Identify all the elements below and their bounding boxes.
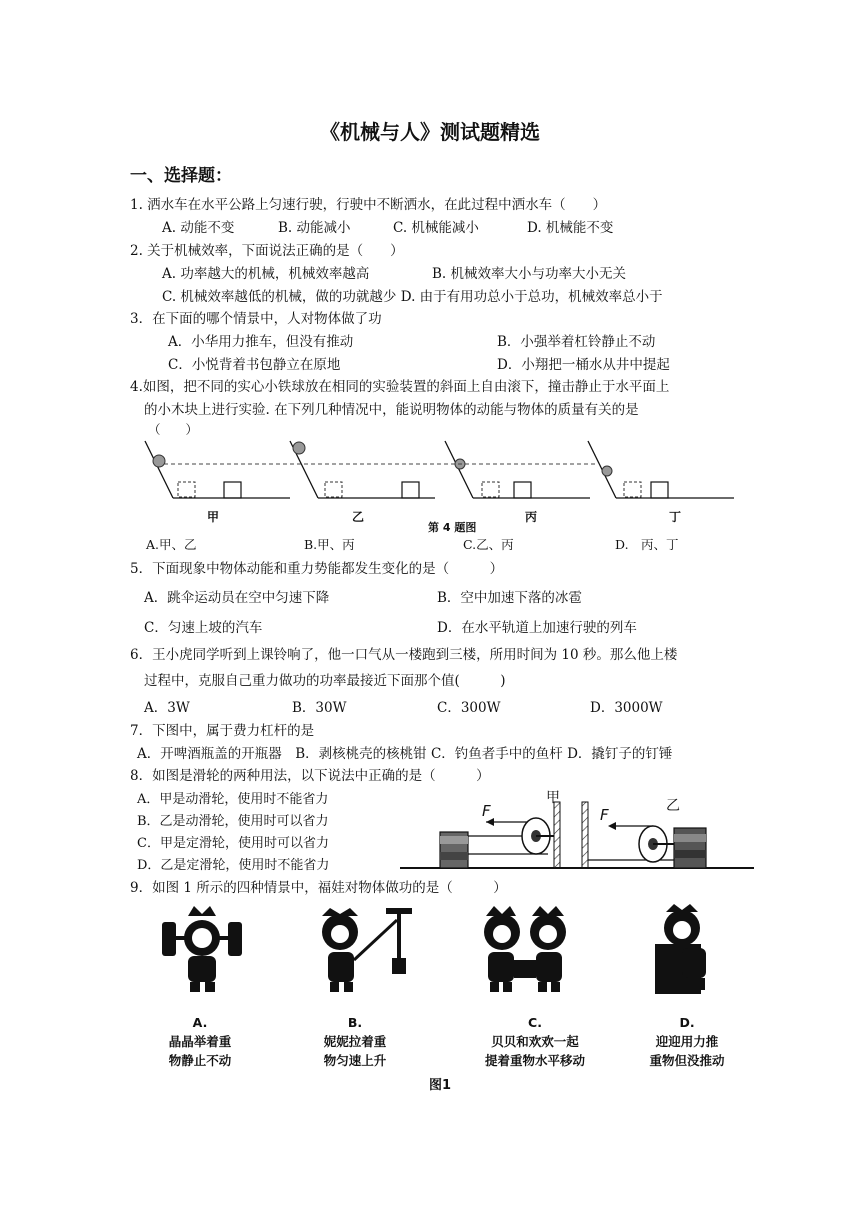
q4-ramp-figure [140,436,740,506]
q9-caption-a [150,1013,250,1070]
section-heading: 一、选择题： [130,166,232,186]
q8-option-a: A．甲是动滑轮，使用时不能省力 [137,792,329,807]
q2-stem: 2. 关于机械效率，下面说法正确的是（ ） [130,243,404,259]
q6-option-b: B．30W [292,700,347,716]
ramp-setup-jia [145,441,290,498]
q4-figure-caption: 第 4 题图 [428,521,477,534]
q3-option-b: B．小强举着杠铃静止不动 [497,334,656,350]
q9-caption-b [300,1013,410,1070]
q8-option-b: B．乙是动滑轮，使用时可以省力 [137,814,329,829]
q8-option-d: D．乙是定滑轮，使用时不能省力 [137,858,330,873]
q9-caption-d-line2: 重物但没推动 [649,1053,725,1068]
q1-option-a: A. 动能不变 [162,220,235,236]
q5-option-a: A．跳伞运动员在空中匀速下降 [144,590,330,606]
q1-stem: 1. 洒水车在水平公路上匀速行驶，行驶中不断洒水，在此过程中洒水车（ ） [130,197,607,213]
q4-label-yi: 乙 [352,510,365,524]
q9-fuwa-figure [150,900,750,1008]
q9-caption-c-line2: 提着重物水平移动 [484,1053,585,1068]
q9-caption-c [465,1013,605,1070]
q7-stem: 7．下图中，属于费力杠杆的是 [130,723,315,739]
pulley-setup-jia [440,802,560,868]
q4-label-jia: 甲 [207,510,220,524]
q4-option-a: A.甲、乙 [146,537,197,552]
q5-stem: 5．下面现象中物体动能和重力势能都发生变化的是（ ） [130,561,504,577]
q6-option-d: D．3000W [590,700,663,716]
q4-option-c: C.乙、丙 [463,537,514,552]
page-title: 《机械与人》测试题精选 [320,120,540,144]
q8-force-label-yi: F [600,806,609,824]
q2-option-a: A. 功率越大的机械，机械效率越高 [162,266,370,282]
q9-figure-label: 图1 [428,1078,452,1093]
q9-caption-a-line1: 晶晶举着重 [168,1034,232,1049]
q8-label-jia: 甲 [546,790,560,806]
q6-option-a: A．3W [144,700,190,716]
ramp-setup-yi [290,441,435,498]
q4-option-d: D. 丙、丁 [615,537,679,552]
ramp-setup-ding [588,441,734,498]
fuwa-d [655,904,706,994]
q9-caption-d [632,1013,742,1070]
q7-options: A．开啤酒瓶盖的开瓶器 B．剥核桃壳的核桃钳 C．钓鱼者手中的鱼杆 D．撬钉子的钉锤 [137,746,673,762]
q3-option-c: C．小悦背着书包静立在原地 [168,357,341,373]
q4-line1: 4.如图，把不同的实心小铁球放在相同的实验装置的斜面上自由滚下，撞击静止于水平面上 [130,379,670,395]
q4-label-ding: 丁 [669,510,682,524]
q9-caption-c-line1: 贝贝和欢欢一起 [491,1034,579,1049]
q9-caption-a-line2: 物静止不动 [168,1053,232,1068]
q9-caption-d-line1: 迎迎用力推 [655,1034,719,1049]
q5-option-c: C．匀速上坡的汽车 [144,620,263,636]
fuwa-b [322,908,412,992]
q6-option-c: C．300W [437,700,501,716]
q4-option-b: B.甲、丙 [304,537,355,552]
q9-caption-a-letter: A. [192,1015,208,1030]
q2-option-cd: C. 机械效率越低的机械，做的功就越少 D. 由于有用功总小于总功，机械效率总小于 [162,289,663,305]
q3-option-a: A．小华用力推车，但没有推动 [168,334,354,350]
q4-line2: 的小木块上进行实验. 在下列几种情况中，能说明物体的动能与物体的质量有关的是 [144,402,639,418]
fuwa-c [484,906,566,992]
q8-label-yi: 乙 [666,798,680,814]
q9-stem: 9．如图 1 所示的四种情景中，福娃对物体做功的是（ ） [130,880,507,896]
ramp-setup-bing [445,441,590,498]
q9-caption-d-letter: D. [679,1015,695,1030]
q8-pulley-figure [398,786,756,874]
q9-caption-b-letter: B. [347,1015,363,1030]
q8-stem: 8．如图是滑轮的两种用法，以下说法中正确的是（ ） [130,768,490,784]
q8-force-label-jia: F [482,802,491,820]
q9-caption-b-line2: 物匀速上升 [323,1053,387,1068]
fuwa-a [162,906,242,992]
q1-option-c: C. 机械能减小 [393,220,479,236]
q5-option-b: B．空中加速下落的冰雹 [437,590,582,606]
q3-option-d: D．小翔把一桶水从井中提起 [497,357,670,373]
q2-option-b: B. 机械效率大小与功率大小无关 [432,266,627,282]
q6-line2: 过程中，克服自己重力做功的功率最接近下面那个值( ) [144,673,506,689]
q9-caption-c-letter: C. [528,1015,542,1030]
q8-option-c: C．甲是定滑轮，使用时可以省力 [137,836,329,851]
q1-option-d: D. 机械能不变 [527,220,614,236]
q4-label-bing: 丙 [525,510,538,524]
q6-line1: 6．王小虎同学听到上课铃响了，他一口气从一楼跑到三楼，所用时间为 10 秒。那么他上楼 [130,647,678,663]
q5-option-d: D．在水平轨道上加速行驶的列车 [437,620,637,636]
q9-caption-b-line1: 妮妮拉着重 [323,1034,387,1049]
q1-option-b: B. 动能减小 [278,220,351,236]
q3-stem: 3．在下面的哪个情景中，人对物体做了功 [130,311,382,327]
q4-line3: （ ） [148,422,199,437]
